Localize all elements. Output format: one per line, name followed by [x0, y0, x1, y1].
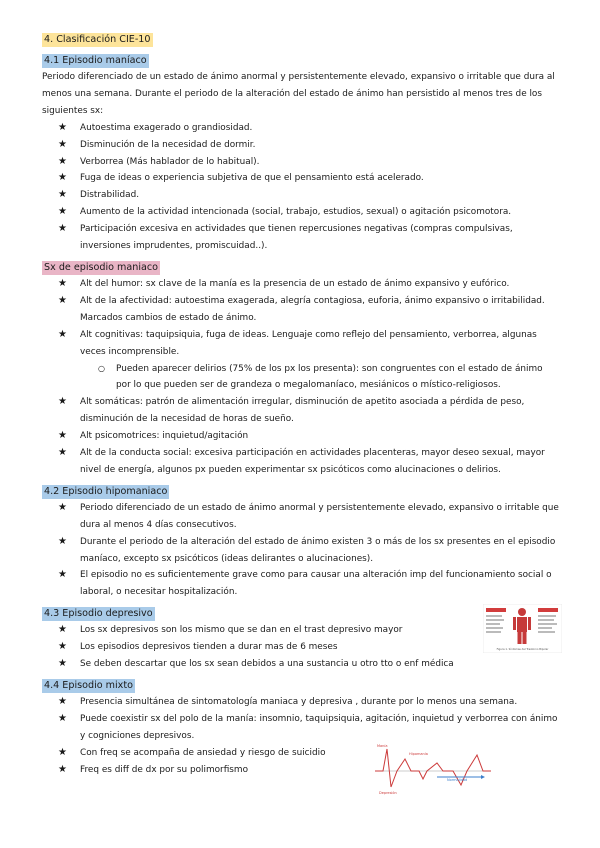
sub-list-item: ○ Pueden aparecer delirios (75% de los px los presenta): son congruentes con el estado de ánimo por lo que pueden ser de grandeza o megalomaníaco, mesiánicos o místico-religiosos. — [116, 361, 560, 395]
list-item: ★ Alt del humor: sx clave de la manía es la presencia de un estado de ánimo expansivo y eufórico. — [80, 276, 560, 293]
list-item: ★ El episodio no es suficientemente grave como para causar una alteración imp del funcionamiento social o laboral, o necesitar hospitalización. — [80, 567, 560, 601]
heading-sx-episodio: Sx de episodio maniaco — [44, 261, 159, 273]
heading-episodio-depresivo: 4.3 Episodio depresivo — [44, 608, 153, 620]
list-item: ★ Alt psicomotrices: inquietud/agitación — [80, 428, 560, 445]
list-item: ★ Con freq se acompaña de ansiedad y riesgo de suicidio — [80, 745, 380, 762]
document-page — [42, 27, 560, 779]
list-item: ★ Autoestima exagerado o grandiosidad. — [80, 120, 560, 137]
sub-list — [80, 361, 560, 395]
figure-label: Depresión — [379, 791, 397, 795]
section-title: 4. Clasificación CIE-10 — [44, 34, 151, 45]
list-item: ★ Fuga de ideas o experiencia subjetiva de que el pensamiento está acelerado. — [80, 170, 560, 187]
list-item: ★ Presencia simultánea de sintomatología maniaca y depresiva , durante por lo menos una semana. — [80, 694, 560, 711]
list-item: ★ Participación excesiva en actividades que tienen repercusiones negativas (compras compulsivas, inversiones imprudentes, promiscuidad..). — [80, 221, 560, 255]
maniac-intro: Periodo diferenciado de un estado de ánimo anormal y persistentemente elevado, expansivo o irritable que dura al menos una semana. Durante el periodo de la alteración del estado de ánimo han persistido al menos tres de los siguientes sx: — [42, 72, 555, 116]
list-item: ★ Alt de la afectividad: autoestima exagerada, alegría contagiosa, euforia, ánimo expansivo o irritabilidad. Marcados cambios de estado de ánimo. — [80, 293, 560, 327]
list-item: ★ Alt de la conducta social: excesiva participación en actividades placenteras, mayor deseo sexual, mayor nivel de energía, algunos px pueden experimentar sx psicóticos como alucinaciones o delirios. — [80, 445, 560, 479]
bipolar-symptoms-figure — [483, 604, 562, 653]
list-item: ★ Durante el periodo de la alteración del estado de ánimo existen 3 o más de los sx presentes en el episodio maníaco, excepto sx psicóticos (ideas delirantes o alucinaciones). — [80, 534, 560, 568]
list-item: ★ Se deben descartar que los sx sean debidos a una sustancia u otro tto o enf médica — [80, 656, 560, 673]
figure-label: Hipomanía — [409, 752, 428, 756]
list-item: ★ Alt somáticas: patrón de alimentación irregular, disminución de apetito asociada a pérdida de peso, disminución de la necesidad de horas de sueño. — [80, 394, 560, 428]
heading-episodio-mixto: 4.4 Episodio mixto — [44, 680, 133, 691]
heading-episodio-maniaco: 4.1 Episodio maníaco — [44, 55, 147, 66]
maniac-symptoms-list — [42, 276, 560, 479]
list-item: ★ Freq es diff de dx por su polimorfismo — [80, 762, 380, 779]
mood-fluctuation-figure — [371, 741, 495, 797]
list-item: ★ Aumento de la actividad intencionada (social, trabajo, estudios, sexual) o agitación psicomotora. — [80, 204, 560, 221]
figure-label: Manía — [377, 744, 388, 748]
list-item: ★ Los episodios depresivos tienden a durar mas de 6 meses — [80, 639, 560, 656]
list-item: ★ Puede coexistir sx del polo de la manía: insomnio, taquipsiquia, agitación, inquietud y verborrea con ánimo y cogniciones depresivos. — [80, 711, 560, 745]
list-item — [80, 327, 560, 395]
list-item: ★ Disminución de la necesidad de dormir. — [80, 137, 560, 154]
heading-episodio-hipomaniaco: 4.2 Episodio hipomaniaco — [44, 485, 168, 497]
list-item: ★ Los sx depresivos son los mismo que se dan en el trast depresivo mayor — [80, 622, 560, 639]
list-item: ★ Verborrea (Más hablador de lo habitual). — [80, 154, 560, 171]
hypomanic-list — [42, 500, 560, 601]
figure-label: Normalidad — [447, 778, 468, 782]
maniac-criteria-list — [42, 120, 560, 255]
figure-caption: Figura 1. Síntomas del Trastorno Bipolar — [496, 648, 549, 651]
list-item-text: Alt cognitivas: taquipsiquia, fuga de ideas. Lenguaje como reflejo del pensamiento, verborrea, algunas veces incomprensible. — [80, 329, 537, 357]
list-item: ★ Distrabilidad. — [80, 187, 560, 204]
list-item: ★ Periodo diferenciado de un estado de ánimo anormal y persistentemente elevado, expansivo o irritable que dura al menos 4 días consecutivos. — [80, 500, 560, 534]
